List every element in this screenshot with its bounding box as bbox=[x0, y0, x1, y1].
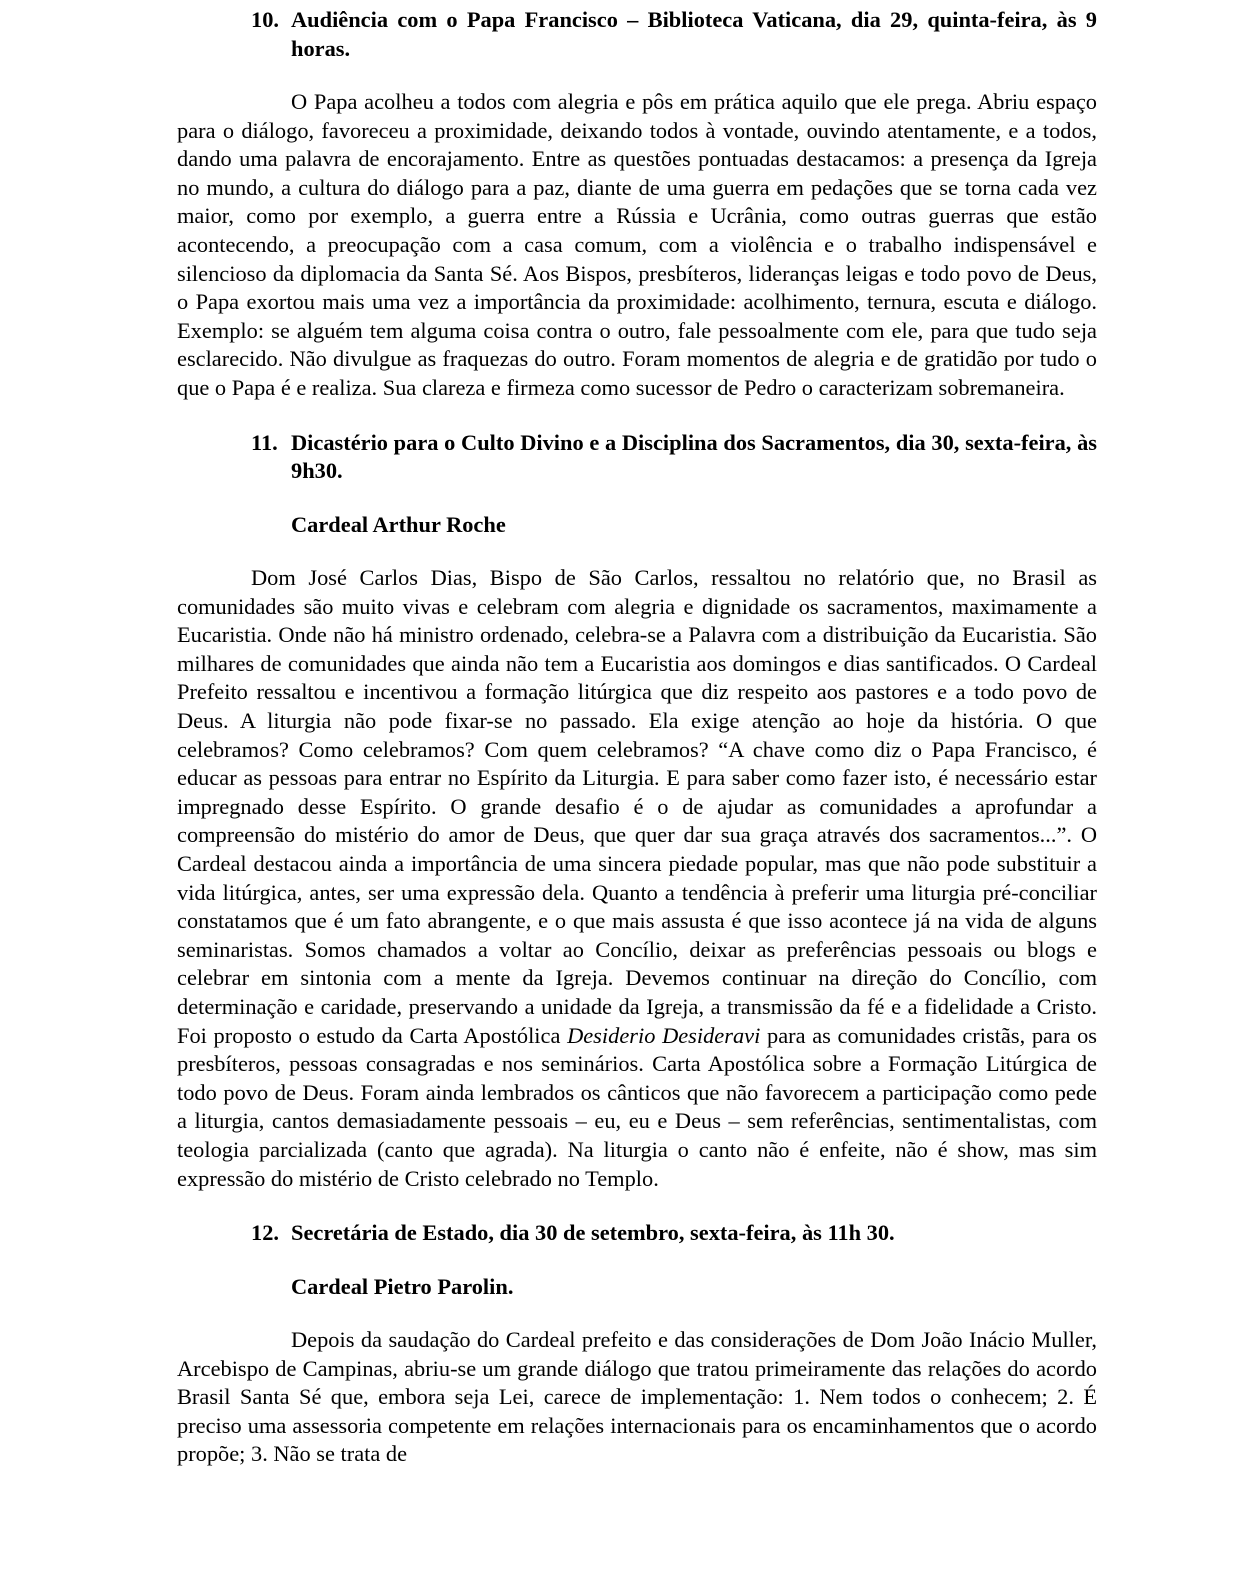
section-12-person: Cardeal Pietro Parolin. bbox=[291, 1273, 514, 1299]
section-12-heading bbox=[251, 1219, 1097, 1248]
section-10-number: 10. bbox=[251, 7, 279, 32]
document-page bbox=[177, 6, 1097, 1469]
section-11-title: Dicastério para o Culto Divino e a Disciplina dos Sacramentos, dia 30, sexta-feira, às 9h30. bbox=[291, 429, 1097, 484]
section-12-title: Secretária de Estado, dia 30 de setembro, sexta-feira, às 11h 30. bbox=[291, 1220, 895, 1246]
section-11-person: Cardeal Arthur Roche bbox=[291, 511, 506, 537]
section-11-paragraph-part-a: Dom José Carlos Dias, Bispo de São Carlos, ressaltou no relatório que, no Brasil as comunidades são muito vivas e celebram com alegria e dignidade os sacramentos, maximamente a Eucaristia. Onde não há ministro ordenado, celebra-se a Palavra com a distribuição da Eucaristia. São milhares de comunidades que ainda não tem a Eucaristia aos domingos e dias santificados. O Cardeal Prefeito ressaltou e incentivou a formação litúrgica que diz respeito aos pastores e a todo povo de Deus. A liturgia não pode fixar-se no passado. Ela exige atenção ao hoje da história. O que celebramos? Como celebramos? Com quem celebramos? “A chave como diz o Papa Francisco, é educar as pessoas para entrar no Espírito da Liturgia. E para saber como fazer isto, é necessário estar impregnado desse Espírito. O grande desafio é o de ajudar as comunidades a aprofundar a compreensão do mistério do amor de Deus, que quer dar sua graça através dos sacramentos...”. O Cardeal destacou ainda a importância de uma sincera piedade popular, mas que não pode substituir a vida litúrgica, antes, ser uma expressão dela. Quanto a tendência à preferir uma liturgia pré-conciliar constatamos que é um fato abrangente, e o que mais assusta é que isso acontece já na vida de alguns seminaristas. Somos chamados a voltar ao Concílio, deixar as preferências pessoais ou blogs e celebrar em sintonia com a mente da Igreja. Devemos continuar na direção do Concílio, com determinação e caridade, preservando a unidade da Igreja, a transmissão da fé e a fidelidade a Cristo. Foi proposto o estudo da Carta Apostólica bbox=[177, 565, 1097, 1048]
section-10-paragraph: O Papa acolheu a todos com alegria e pôs em prática aquilo que ele prega. Abriu espaço para o diálogo, favoreceu a proximidade, deixando todos à vontade, ouvindo atentamente, e a todos, dando uma palavra de encorajamento. Entre as questões pontuadas destacamos: a presença da Igreja no mundo, a cultura do diálogo para a paz, diante de uma guerra em pedações que se torna cada vez maior, como por exemplo, a guerra entre a Rússia e Ucrânia, como outras guerras que estão acontecendo, a preocupação com a casa comum, com a violência e o trabalho indispensável e silencioso da diplomacia da Santa Sé. Aos Bispos, presbíteros, lideranças leigas e todo povo de Deus, o Papa exortou mais uma vez a importância da proximidade: acolhimento, ternura, escuta e diálogo. Exemplo: se alguém tem alguma coisa contra o outro, fale pessoalmente com ele, para que tudo seja esclarecido. Não divulgue as fraquezas do outro. Foram momentos de alegria e de gratidão por tudo o que o Papa é e realiza. Sua clareza e firmeza como sucessor de Pedro o caracterizam sobremaneira. bbox=[177, 89, 1097, 400]
section-11-paragraph-part-b: para as comunidades cristãs, para os presbíteros, pessoas consagradas e nos seminários. Carta Apostólica sobre a Formação Litúrgica de todo povo de Deus. Foram ainda lembrados os cânticos que não favorecem a participação como pede a liturgia, cantos demasiadamente pessoais – eu, eu e Deus – sem referências, sentimentalistas, com teologia parcializada (canto que agrada). Na liturgia o canto não é enfeite, não é show, mas sim expressão do mistério de Cristo celebrado no Templo. bbox=[177, 1022, 1097, 1191]
section-11-paragraph bbox=[177, 564, 1097, 1193]
section-10-heading bbox=[251, 6, 1097, 63]
section-11-paragraph-italic-title: Desiderio Desideravi bbox=[567, 1022, 761, 1048]
section-11-number: 11. bbox=[251, 429, 278, 455]
section-11-heading bbox=[251, 429, 1097, 486]
section-12-paragraph: Depois da saudação do Cardeal prefeito e das considerações de Dom João Inácio Muller, Arcebispo de Campinas, abriu-se um grande diálogo que tratou primeiramente das relações do acordo Brasil Santa Sé que, embora seja Lei, carece de implementação: 1. Nem todos o conhecem; 2. É preciso uma assessoria competente em relações internacionais para os encaminhamentos que o acordo propõe; 3. Não se trata de bbox=[177, 1327, 1097, 1467]
section-10-title: Audiência com o Papa Francisco – Biblioteca Vaticana, dia 29, quinta-feira, às 9 horas. bbox=[291, 7, 1097, 61]
section-12-number: 12. bbox=[251, 1220, 279, 1246]
